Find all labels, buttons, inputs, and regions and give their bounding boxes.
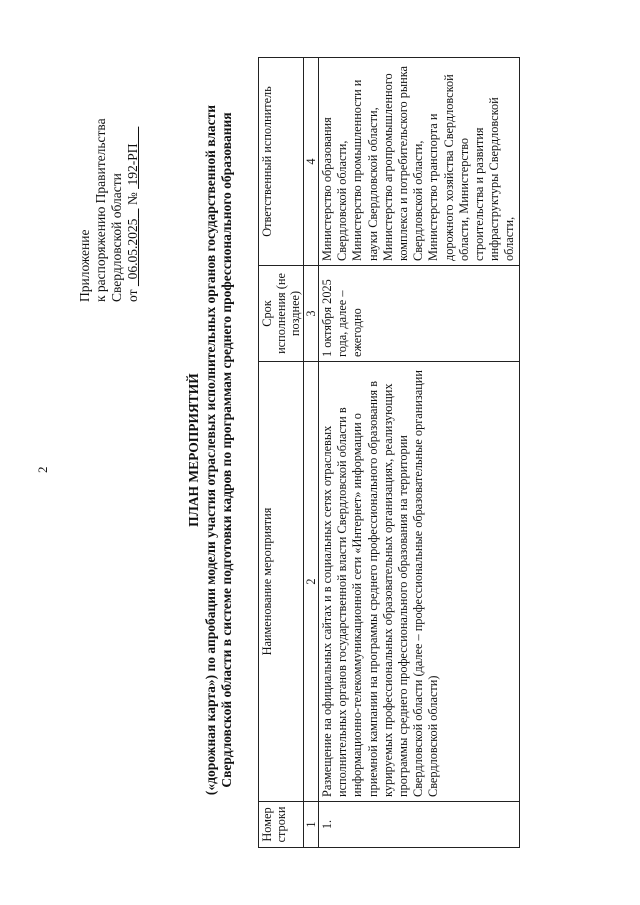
appendix-block bbox=[77, 72, 141, 302]
title-heading: ПЛАН МЕРОПРИЯТИЙ bbox=[186, 373, 201, 527]
column-number: 4 bbox=[304, 58, 319, 266]
column-number: 1 bbox=[304, 802, 319, 848]
document-title bbox=[186, 55, 236, 845]
plan-table bbox=[258, 57, 520, 848]
date-prefix: от bbox=[125, 289, 140, 302]
page-number: 2 bbox=[35, 466, 50, 473]
column-number: 3 bbox=[304, 266, 319, 362]
activity-name: Размещение на официальных сайтах и в социальных сетях отраслевых исполнительных органов государственной власти Свердловской области в информационно-телекоммуникационной сети «Интернет» информации о приемной кампании на программы среднего профессионального образования в курируемых профессиональных образовательных организациях, реализующих программы среднего профессионального образования на территории Свердловской области (далее – профессиональные образовательные организации Свердловской области) bbox=[319, 362, 520, 802]
row-number: 1. bbox=[319, 802, 520, 848]
deadline: 1 октября 2025 года, далее – ежегодно bbox=[319, 266, 520, 362]
title-subheading-2: Свердловской области в системе подготовки кадров по программам среднего профессионального образования bbox=[219, 112, 234, 788]
table-row bbox=[319, 58, 520, 848]
appendix-label: Приложение bbox=[77, 229, 92, 302]
responsible-executor: Министерство образования Свердловской области, Министерство промышленности и науки Свердловской области, Министерство агропромышленного комплекса и потребительского рынка Свердловской области, Министерство транспорта и дорожного хозяйства Свердловской области, Министерство строительства и развития инфраструктуры Свердловской области, bbox=[319, 58, 520, 266]
appendix-date-line bbox=[125, 72, 141, 302]
header-responsible: Ответственный исполнитель bbox=[259, 58, 304, 266]
column-number: 2 bbox=[304, 362, 319, 802]
number-prefix: № bbox=[125, 192, 140, 206]
header-deadline: Срок исполнения (не позднее) bbox=[259, 266, 304, 362]
order-date: 06.05.2025 bbox=[125, 218, 140, 280]
order-number: 192-РП bbox=[125, 143, 140, 186]
title-subheading-1: («дорожная карта») по апробации модели участия отраслевых исполнительных органов государственной власти bbox=[202, 104, 218, 796]
header-row-number: Номер строки bbox=[259, 802, 304, 848]
appendix-region: Свердловской области bbox=[109, 173, 124, 302]
appendix-order-ref: к распоряжению Правительства bbox=[93, 118, 108, 302]
table-header-row bbox=[259, 58, 304, 848]
table-column-numbers-row bbox=[304, 58, 319, 848]
header-activity-name: Наименование мероприятия bbox=[259, 362, 304, 802]
